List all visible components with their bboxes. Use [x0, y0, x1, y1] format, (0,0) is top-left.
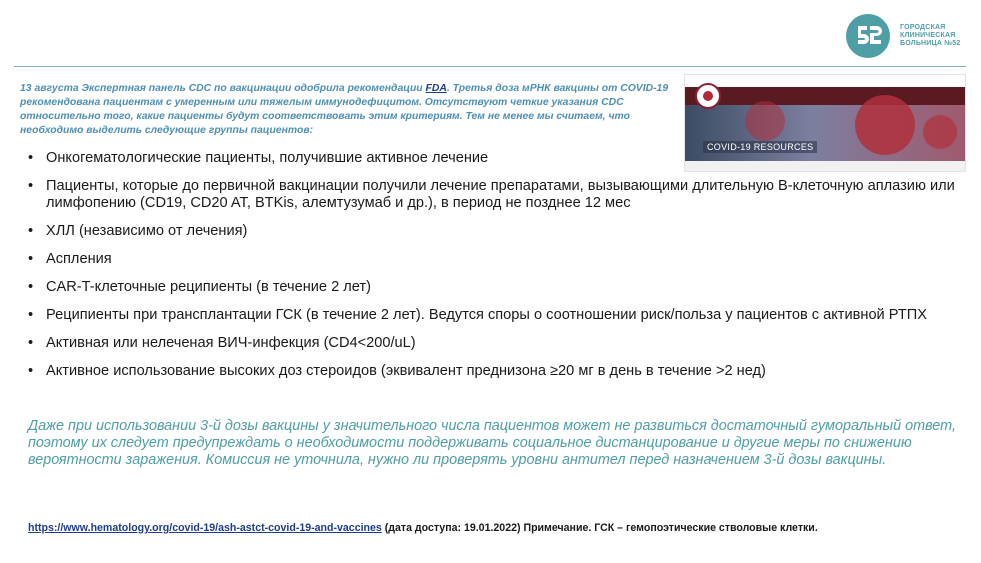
intro-text-part2: . Третья доза мРНК вакцины от COVID-19 рекомендована пациентам с умеренным или тяжелым иммунодефицитом. Отсутствуют четкие указания CDC относительно того, какие пациенты будут соответствовать этим критериям. Тем не менее мы считаем, что необходимо выделить следующие группы пациентов: [20, 83, 669, 136]
ash-logo-icon [695, 83, 721, 109]
note-paragraph: Даже при использовании 3-й дозы вакцины у значительного числа пациентов может не развиться достаточный гуморальный ответ, поэтому их следует предупреждать о необходимости поддерживать социальное дистанцирование и другие меры по снижению вероятности заражения. Комиссия не уточнила, нужно ли проверять уровни антител перед назначением 3-й дозы вакцины. [28, 418, 956, 468]
list-item-text: Пациенты, которые до первичной вакцинации получили лечение препаратами, вызывающими длительную В-клеточную аплазию или лимфопению (CD19, CD20 AT, BTKis, алемтузумаб и др.), в период не позднее 12 мес [46, 178, 955, 211]
screenshot-nav [685, 87, 965, 105]
bullet-icon: • [28, 251, 34, 267]
list-item-text: Активная или нелеченая ВИЧ-инфекция (CD4<200/uL) [46, 335, 416, 351]
bullet-icon: • [28, 363, 34, 379]
hospital-name [900, 24, 980, 48]
footer-reference [28, 522, 968, 534]
hospital-name-line: КЛИНИЧЕСКАЯ [900, 32, 956, 39]
list-item [28, 251, 958, 268]
footer-text: (дата доступа: 19.01.2022) Примечание. ГСК – гемопоэтические стволовые клетки. [381, 522, 818, 534]
list-item-text: ХЛЛ (независимо от лечения) [46, 223, 248, 239]
bullet-icon: • [28, 335, 34, 351]
patient-groups-list [28, 150, 958, 391]
intro-text-part1: 13 августа Экспертная панель CDC по вакцинации одобрила рекомендации [20, 83, 426, 94]
screenshot-banner-title: COVID-19 RESOURCES [703, 141, 817, 153]
bullet-icon: • [28, 178, 34, 194]
bullet-icon: • [28, 150, 34, 166]
list-item [28, 178, 958, 212]
list-item-text: CAR-T-клеточные реципиенты (в течение 2 лет) [46, 279, 371, 295]
bullet-icon: • [28, 279, 34, 295]
screenshot-topbar [685, 75, 965, 87]
list-item [28, 335, 958, 352]
list-item-text: Онкогематологические пациенты, получившие активное лечение [46, 150, 489, 166]
hospital-52-logo-icon [846, 14, 890, 58]
list-item-text: Реципиенты при трансплантации ГСК (в течение 2 лет). Ведутся споры о соотношении риск/польза у пациентов с активной РТПХ [46, 307, 927, 323]
bullet-icon: • [28, 223, 34, 239]
hospital-name-line: ГОРОДСКАЯ [900, 24, 946, 31]
list-item-text: Активное использование высоких доз стероидов (эквивалент преднизона ≥20 мг в день в течение >2 нед) [46, 363, 766, 379]
list-item [28, 279, 958, 296]
header-divider [14, 66, 966, 67]
list-item [28, 223, 958, 240]
list-item [28, 363, 958, 380]
source-link[interactable]: https://www.hematology.org/covid-19/ash-astct-covid-19-and-vaccines [28, 522, 382, 534]
bullet-icon: • [28, 307, 34, 323]
list-item [28, 150, 958, 167]
intro-paragraph [20, 82, 670, 138]
fda-link[interactable]: FDA [425, 83, 447, 94]
list-item [28, 307, 958, 324]
hospital-name-line: БОЛЬНИЦА №52 [900, 40, 961, 47]
list-item-text: Аспления [46, 251, 112, 267]
